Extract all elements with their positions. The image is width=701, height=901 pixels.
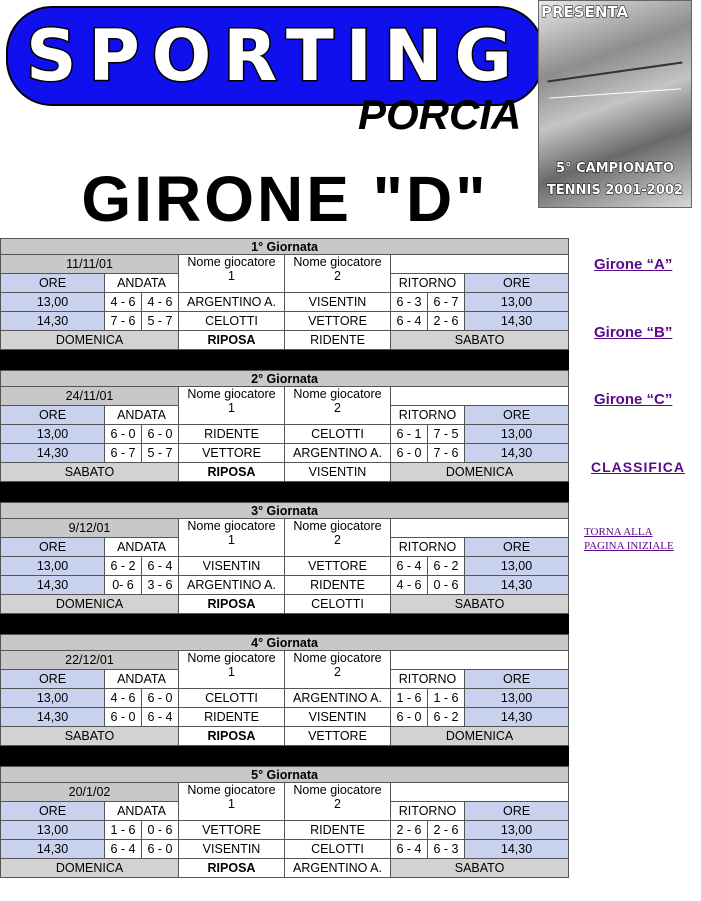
andata-set1: 1 - 6 <box>105 821 142 840</box>
player1-name: RIDENTE <box>179 708 285 727</box>
round-date: 24/11/01 <box>1 387 179 406</box>
round-separator <box>1 746 569 767</box>
player1-name: ARGENTINO A. <box>179 576 285 595</box>
round-footer-row <box>1 595 569 614</box>
andata-set2: 6 - 0 <box>142 840 179 859</box>
player2-header-label: Nome giocatore <box>293 387 382 401</box>
resting-player: VISENTIN <box>285 463 391 482</box>
round-date: 22/12/01 <box>1 651 179 670</box>
match-time-return: 14,30 <box>465 708 569 727</box>
player2-header-num: 2 <box>334 665 341 679</box>
round-footer-row <box>1 331 569 350</box>
match-time-return: 13,00 <box>465 425 569 444</box>
ritorno-day: DOMENICA <box>391 463 569 482</box>
player1-header <box>179 387 285 425</box>
ritorno-day: SABATO <box>391 331 569 350</box>
ritorno-set1: 6 - 3 <box>391 293 428 312</box>
player1-name: VETTORE <box>179 444 285 463</box>
photo-net-line <box>548 62 683 83</box>
player2-name: VISENTIN <box>285 293 391 312</box>
date-row-blank <box>391 255 569 274</box>
andata-set1: 6 - 0 <box>105 425 142 444</box>
andata-set1: 4 - 6 <box>105 293 142 312</box>
player1-header-num: 1 <box>228 533 235 547</box>
round-title: 1° Giornata <box>1 239 569 255</box>
match-time: 14,30 <box>1 576 105 595</box>
player1-name: CELOTTI <box>179 312 285 331</box>
player2-header-label: Nome giocatore <box>293 651 382 665</box>
round-date-row <box>1 255 569 274</box>
match-time: 13,00 <box>1 557 105 576</box>
match-time: 13,00 <box>1 689 105 708</box>
andata-set1: 7 - 6 <box>105 312 142 331</box>
ritorno-day: DOMENICA <box>391 727 569 746</box>
match-row <box>1 444 569 463</box>
match-time-return: 14,30 <box>465 840 569 859</box>
andata-day: DOMENICA <box>1 331 179 350</box>
round-separator <box>1 614 569 635</box>
round-date: 11/11/01 <box>1 255 179 274</box>
ritorno-set1: 6 - 4 <box>391 312 428 331</box>
andata-set1: 6 - 7 <box>105 444 142 463</box>
link-home-line1: TORNA ALLA <box>584 526 653 538</box>
round-title: 2° Giornata <box>1 371 569 387</box>
resting-player: ARGENTINO A. <box>285 859 391 878</box>
round-footer-row <box>1 727 569 746</box>
match-time-return: 14,30 <box>465 576 569 595</box>
andata-set2: 4 - 6 <box>142 293 179 312</box>
player1-header-label: Nome giocatore <box>187 519 276 533</box>
date-row-blank <box>391 651 569 670</box>
player2-name: VETTORE <box>285 557 391 576</box>
match-time-return: 13,00 <box>465 557 569 576</box>
player2-header-label: Nome giocatore <box>293 783 382 797</box>
match-row <box>1 576 569 595</box>
player1-header-label: Nome giocatore <box>187 255 276 269</box>
resting-player: RIDENTE <box>285 331 391 350</box>
player1-header-label: Nome giocatore <box>187 651 276 665</box>
player2-name: CELOTTI <box>285 840 391 859</box>
link-home-line2: PAGINA INIZIALE <box>584 540 674 552</box>
player1-name: RIDENTE <box>179 425 285 444</box>
ritorno-label: RITORNO <box>391 802 465 821</box>
ritorno-day: SABATO <box>391 859 569 878</box>
round-date-row <box>1 387 569 406</box>
date-row-blank <box>391 519 569 538</box>
link-girone-c[interactable]: Girone “C” <box>594 391 673 408</box>
andata-day: DOMENICA <box>1 859 179 878</box>
match-time: 14,30 <box>1 840 105 859</box>
player2-header-num: 2 <box>334 797 341 811</box>
ritorno-set2: 6 - 3 <box>428 840 465 859</box>
photo-court-line <box>549 88 681 98</box>
link-home[interactable] <box>584 525 700 553</box>
match-time: 14,30 <box>1 708 105 727</box>
schedule-table <box>0 238 569 878</box>
tennis-photo <box>538 0 692 208</box>
player1-header <box>179 783 285 821</box>
ritorno-set2: 7 - 5 <box>428 425 465 444</box>
andata-set2: 0 - 6 <box>142 821 179 840</box>
player1-header <box>179 255 285 293</box>
andata-day: SABATO <box>1 463 179 482</box>
ore-label: ORE <box>465 670 569 689</box>
ritorno-set1: 6 - 0 <box>391 444 428 463</box>
andata-set2: 6 - 4 <box>142 708 179 727</box>
round-title: 5° Giornata <box>1 767 569 783</box>
match-time-return: 13,00 <box>465 821 569 840</box>
player2-name: ARGENTINO A. <box>285 444 391 463</box>
banner-subtitle: PORCIA <box>358 91 522 138</box>
andata-label: ANDATA <box>105 274 179 293</box>
link-girone-b[interactable]: Girone “B” <box>594 324 673 341</box>
riposa-label: RIPOSA <box>179 463 285 482</box>
player1-header <box>179 651 285 689</box>
match-row <box>1 840 569 859</box>
match-time-return: 13,00 <box>465 293 569 312</box>
match-row <box>1 708 569 727</box>
ritorno-set2: 6 - 2 <box>428 557 465 576</box>
round-date: 9/12/01 <box>1 519 179 538</box>
date-row-blank <box>391 387 569 406</box>
ritorno-set1: 6 - 4 <box>391 557 428 576</box>
match-row <box>1 293 569 312</box>
round-separator <box>1 482 569 503</box>
player2-name: VETTORE <box>285 312 391 331</box>
riposa-label: RIPOSA <box>179 859 285 878</box>
andata-set2: 6 - 4 <box>142 557 179 576</box>
round-header <box>1 767 569 783</box>
andata-set1: 4 - 6 <box>105 689 142 708</box>
match-time-return: 13,00 <box>465 689 569 708</box>
ore-label: ORE <box>465 274 569 293</box>
andata-label: ANDATA <box>105 538 179 557</box>
link-girone-a[interactable]: Girone “A” <box>594 256 673 273</box>
player1-header <box>179 519 285 557</box>
player2-header-label: Nome giocatore <box>293 519 382 533</box>
player1-name: VISENTIN <box>179 557 285 576</box>
andata-day: SABATO <box>1 727 179 746</box>
ritorno-set2: 7 - 6 <box>428 444 465 463</box>
andata-label: ANDATA <box>105 406 179 425</box>
ritorno-set2: 0 - 6 <box>428 576 465 595</box>
round-date: 20/1/02 <box>1 783 179 802</box>
round-footer-row <box>1 859 569 878</box>
ore-label: ORE <box>1 802 105 821</box>
ritorno-set2: 2 - 6 <box>428 312 465 331</box>
player1-name: CELOTTI <box>179 689 285 708</box>
andata-set2: 5 - 7 <box>142 444 179 463</box>
player2-header <box>285 651 391 689</box>
ritorno-set2: 1 - 6 <box>428 689 465 708</box>
ritorno-set1: 6 - 0 <box>391 708 428 727</box>
andata-set2: 5 - 7 <box>142 312 179 331</box>
player2-header <box>285 783 391 821</box>
player2-header <box>285 255 391 293</box>
link-classifica[interactable]: CLASSIFICA <box>591 459 685 475</box>
photo-caption-top: PRESENTA <box>541 3 629 21</box>
match-row <box>1 821 569 840</box>
ritorno-set1: 1 - 6 <box>391 689 428 708</box>
player1-header-num: 1 <box>228 797 235 811</box>
andata-set2: 3 - 6 <box>142 576 179 595</box>
match-time: 13,00 <box>1 425 105 444</box>
round-header <box>1 503 569 519</box>
resting-player: VETTORE <box>285 727 391 746</box>
round-header <box>1 635 569 651</box>
match-time: 14,30 <box>1 444 105 463</box>
player1-name: ARGENTINO A. <box>179 293 285 312</box>
ritorno-label: RITORNO <box>391 538 465 557</box>
match-row <box>1 557 569 576</box>
match-time: 14,30 <box>1 312 105 331</box>
andata-set2: 6 - 0 <box>142 425 179 444</box>
ritorno-set2: 6 - 2 <box>428 708 465 727</box>
match-time-return: 14,30 <box>465 312 569 331</box>
player2-header <box>285 387 391 425</box>
date-row-blank <box>391 783 569 802</box>
player2-header-num: 2 <box>334 269 341 283</box>
ore-label: ORE <box>1 538 105 557</box>
ritorno-day: SABATO <box>391 595 569 614</box>
ritorno-set1: 2 - 6 <box>391 821 428 840</box>
andata-set1: 0- 6 <box>105 576 142 595</box>
ore-label: ORE <box>465 406 569 425</box>
round-footer-row <box>1 463 569 482</box>
page-title: GIRONE "D" <box>81 163 489 235</box>
photo-caption-mid: 5° CAMPIONATO <box>556 161 674 176</box>
resting-player: CELOTTI <box>285 595 391 614</box>
player1-header-label: Nome giocatore <box>187 387 276 401</box>
player1-header-num: 1 <box>228 269 235 283</box>
ore-label: ORE <box>1 274 105 293</box>
photo-caption-bottom: TENNIS 2001-2002 <box>547 183 683 198</box>
andata-set1: 6 - 2 <box>105 557 142 576</box>
round-title: 3° Giornata <box>1 503 569 519</box>
ore-label: ORE <box>465 538 569 557</box>
andata-label: ANDATA <box>105 802 179 821</box>
round-header <box>1 371 569 387</box>
riposa-label: RIPOSA <box>179 595 285 614</box>
round-date-row <box>1 519 569 538</box>
player2-header <box>285 519 391 557</box>
match-time: 13,00 <box>1 293 105 312</box>
ritorno-set1: 6 - 4 <box>391 840 428 859</box>
ritorno-label: RITORNO <box>391 406 465 425</box>
player2-header-num: 2 <box>334 401 341 415</box>
match-time-return: 14,30 <box>465 444 569 463</box>
andata-set1: 6 - 0 <box>105 708 142 727</box>
andata-day: DOMENICA <box>1 595 179 614</box>
ore-label: ORE <box>1 670 105 689</box>
ore-label: ORE <box>1 406 105 425</box>
ritorno-set1: 4 - 6 <box>391 576 428 595</box>
ritorno-set2: 6 - 7 <box>428 293 465 312</box>
player2-header-num: 2 <box>334 533 341 547</box>
ritorno-set2: 2 - 6 <box>428 821 465 840</box>
player1-header-num: 1 <box>228 401 235 415</box>
ritorno-label: RITORNO <box>391 670 465 689</box>
player2-name: RIDENTE <box>285 576 391 595</box>
andata-label: ANDATA <box>105 670 179 689</box>
player1-header-label: Nome giocatore <box>187 783 276 797</box>
match-row <box>1 425 569 444</box>
match-time: 13,00 <box>1 821 105 840</box>
round-separator <box>1 350 569 371</box>
round-title: 4° Giornata <box>1 635 569 651</box>
round-header <box>1 239 569 255</box>
round-date-row <box>1 783 569 802</box>
player2-name: RIDENTE <box>285 821 391 840</box>
match-row <box>1 689 569 708</box>
banner-title: SPORTING <box>26 15 524 97</box>
player1-name: VISENTIN <box>179 840 285 859</box>
player2-header-label: Nome giocatore <box>293 255 382 269</box>
ritorno-label: RITORNO <box>391 274 465 293</box>
player2-name: CELOTTI <box>285 425 391 444</box>
player2-name: VISENTIN <box>285 708 391 727</box>
andata-set1: 6 - 4 <box>105 840 142 859</box>
riposa-label: RIPOSA <box>179 331 285 350</box>
ritorno-set1: 6 - 1 <box>391 425 428 444</box>
riposa-label: RIPOSA <box>179 727 285 746</box>
match-row <box>1 312 569 331</box>
player1-name: VETTORE <box>179 821 285 840</box>
player2-name: ARGENTINO A. <box>285 689 391 708</box>
player1-header-num: 1 <box>228 665 235 679</box>
round-date-row <box>1 651 569 670</box>
ore-label: ORE <box>465 802 569 821</box>
andata-set2: 6 - 0 <box>142 689 179 708</box>
